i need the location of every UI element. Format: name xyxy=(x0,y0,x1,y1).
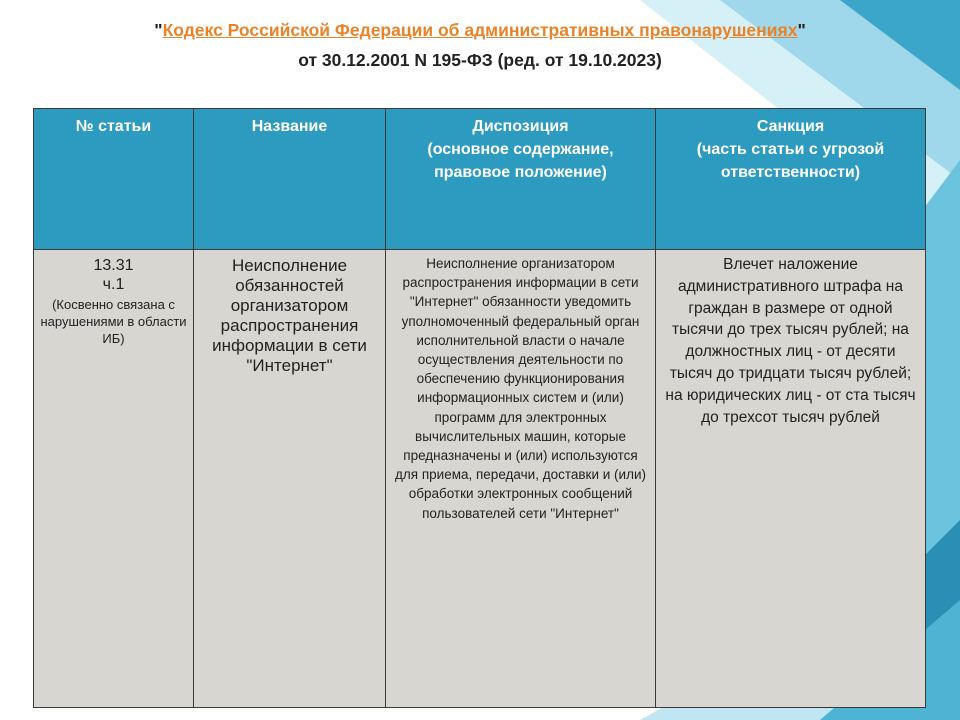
header-article-number-line: № статьи xyxy=(75,118,152,135)
cell-disposition: Неисполнение организатором распространения информации в сети "Интернет" обязанности уведомить уполномоченный федеральный орган исполнительной власти о начале осуществления деятельности по обеспечению функционирования информационных систем и (или) программ для электронных вычислительных машин, которые предназначены и (или) используются для приема, передачи, доставки и (или) обработки электронных сообщений пользователей сети "Интернет" xyxy=(386,250,656,708)
header-name-line: Название xyxy=(251,118,328,135)
header-disposition-line: (основное содержание, xyxy=(427,141,614,158)
cell-sanction: Влечет наложение административного штрафа на граждан в размере от одной тысячи до трех тысяч рублей; на должностных лиц - от десяти тысяч до тридцати тысяч рублей; на юридических лиц - от ста тысяч до трехсот тысяч рублей xyxy=(656,250,926,708)
header-sanction-line: (часть статьи с угрозой xyxy=(696,141,885,158)
article-table-container xyxy=(33,108,926,708)
table-header-row xyxy=(34,109,926,250)
header-article-number xyxy=(34,109,194,250)
article-number: 13.31 xyxy=(93,257,134,274)
header-sanction xyxy=(656,109,926,250)
header-sanction-line: Санкция xyxy=(756,118,825,135)
header-sanction-line: ответственности) xyxy=(720,164,861,181)
code-link[interactable]: Кодекс Российской Федерации об административных правонарушениях xyxy=(162,20,798,40)
quote-open: " xyxy=(154,20,163,40)
article-table xyxy=(33,108,926,708)
header-name xyxy=(194,109,386,250)
page-title xyxy=(60,18,900,72)
header-disposition-line: правовое положение) xyxy=(434,164,607,181)
cell-article-number xyxy=(34,250,194,708)
quote-close: " xyxy=(797,20,806,40)
title-line-code xyxy=(60,18,900,42)
table-row xyxy=(34,250,926,708)
header-disposition xyxy=(386,109,656,250)
article-note: (Косвенно связана с нарушениями в области ИБ) xyxy=(40,297,187,346)
article-part: ч.1 xyxy=(102,276,125,293)
header-disposition-line: Диспозиция xyxy=(472,118,569,135)
cell-name: Неисполнение обязанностей организатором распространения информации в сети "Интернет" xyxy=(194,250,386,708)
title-subtitle: от 30.12.2001 N 195-ФЗ (ред. от 19.10.2023) xyxy=(298,50,662,70)
